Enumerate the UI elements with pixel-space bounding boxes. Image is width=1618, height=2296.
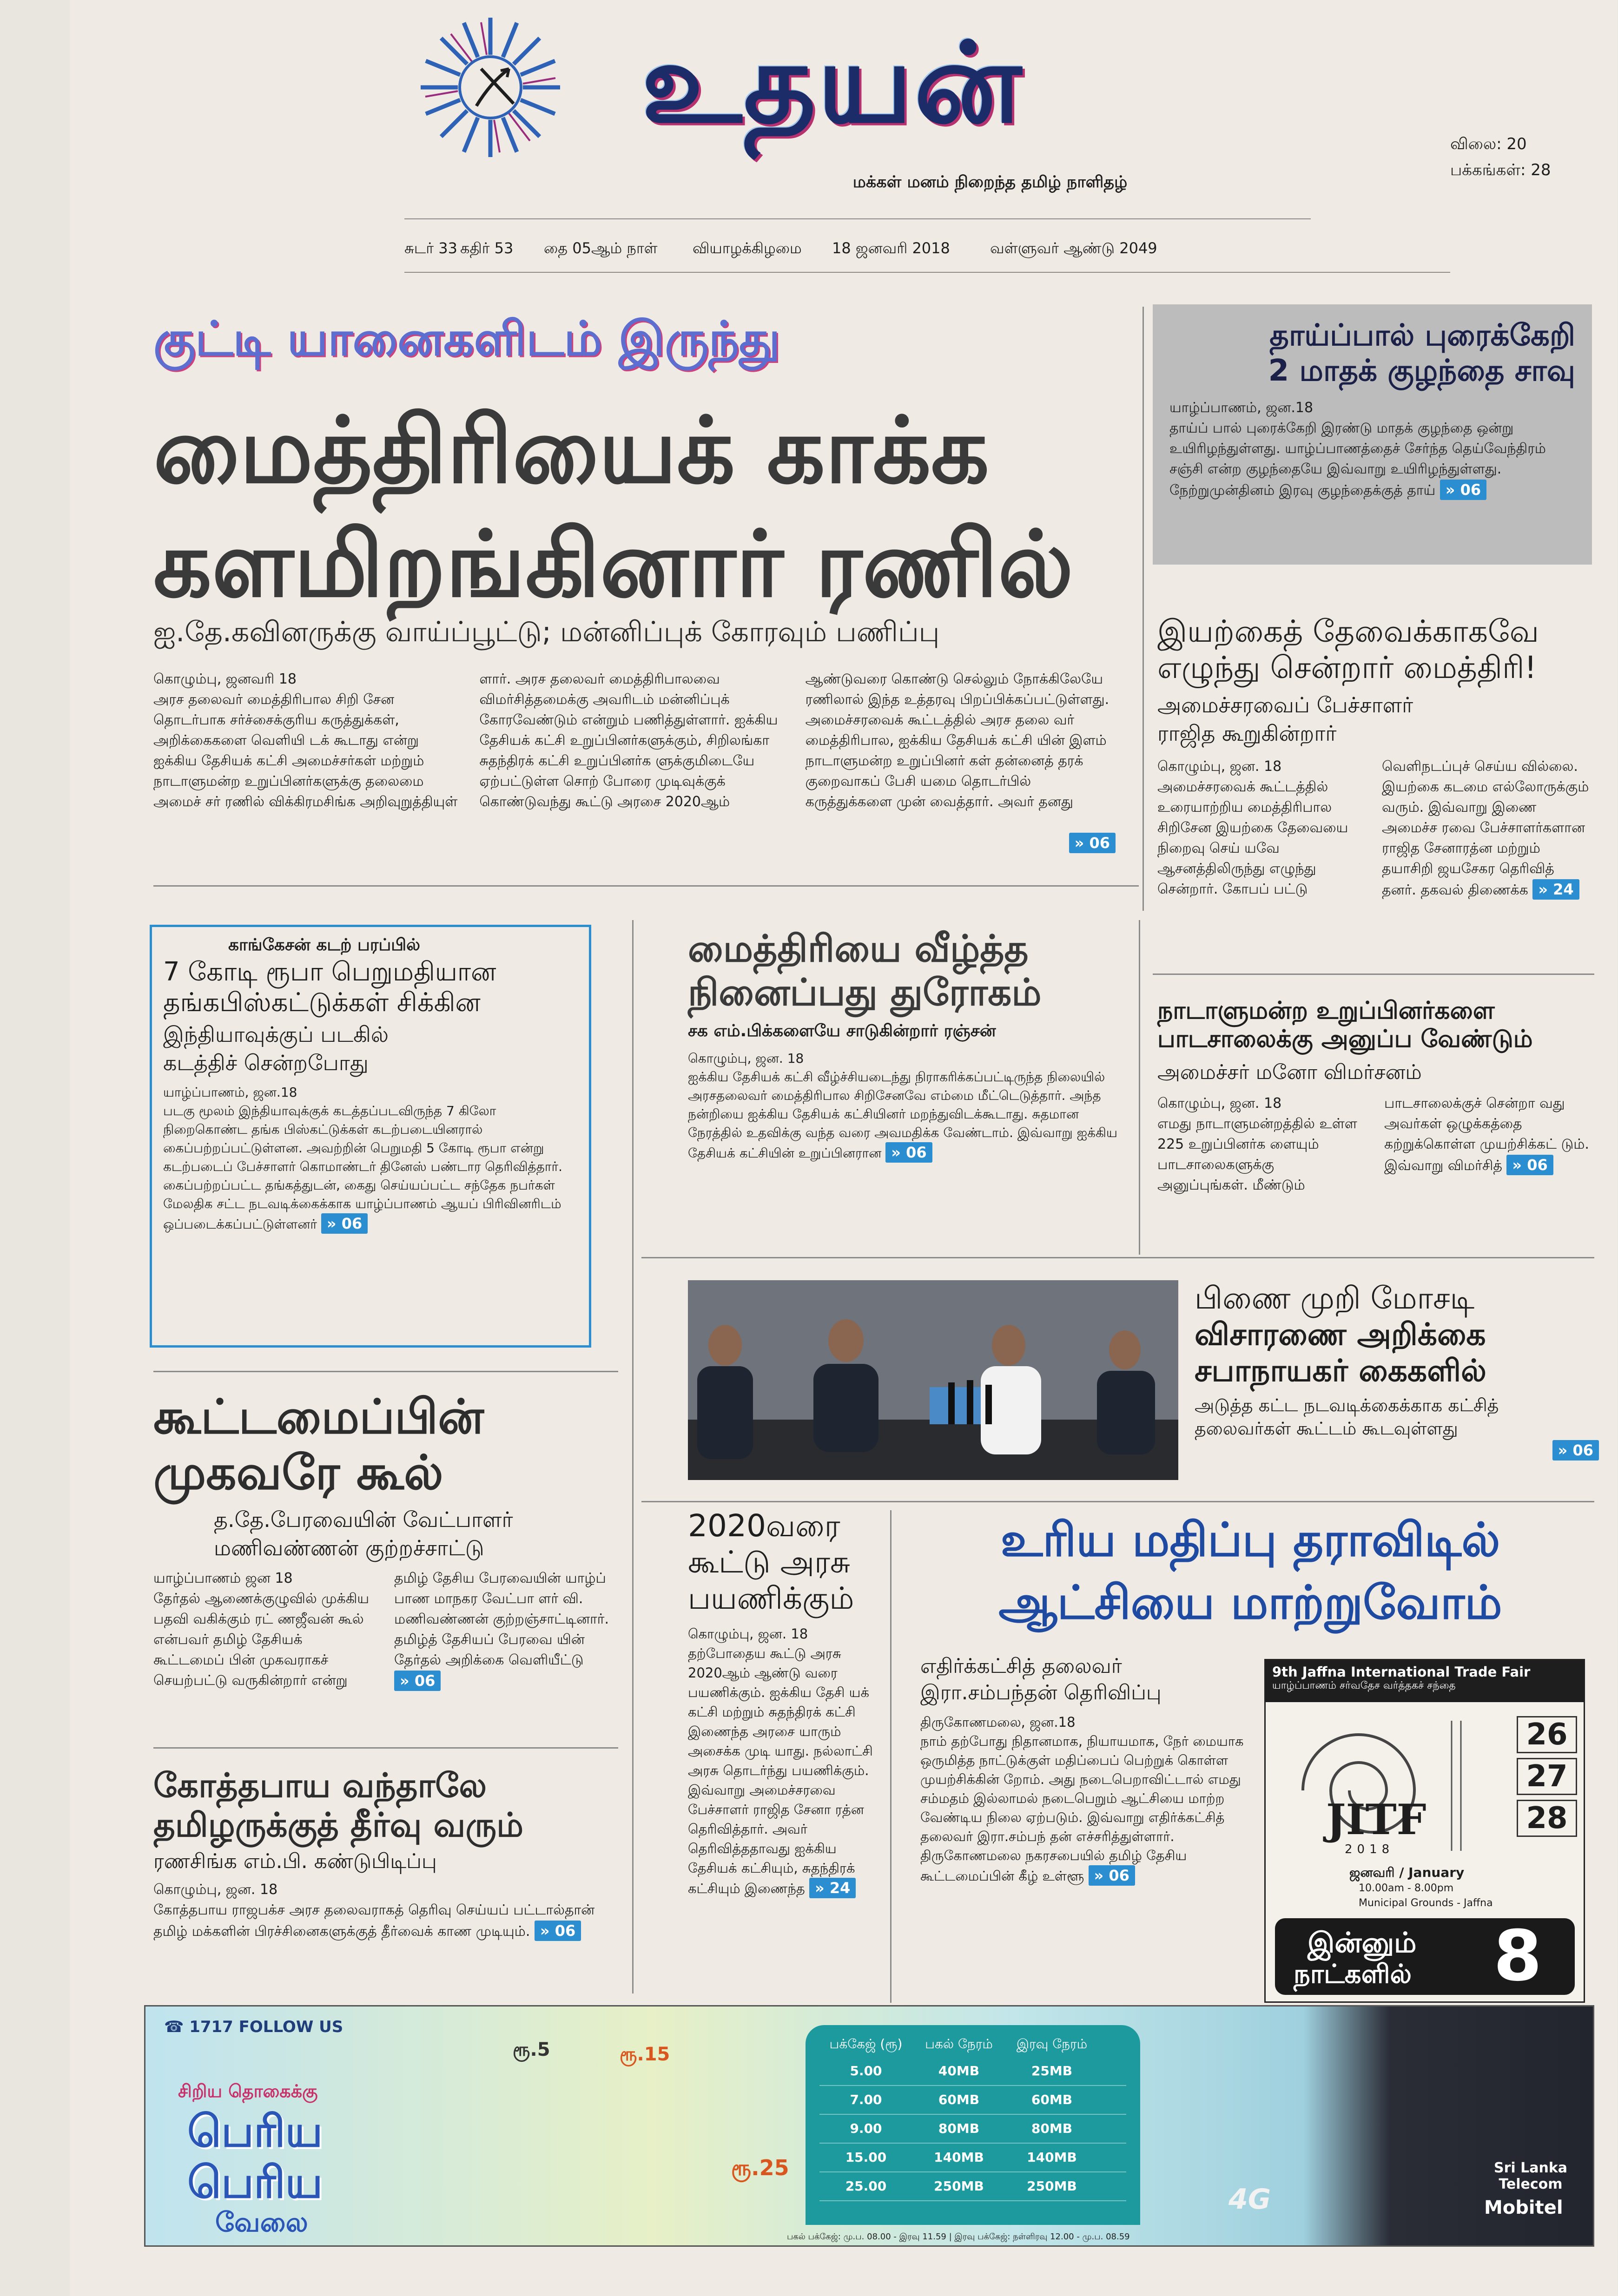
sun-logo <box>414 13 567 162</box>
price-label: விலை: 20 <box>1450 135 1527 153</box>
bond-jump-link[interactable]: » 06 <box>1552 1440 1599 1460</box>
treason-headline-2: நினைப்பது துரோகம் <box>688 971 1042 1014</box>
mps-headline-1: நாடாளுமன்ற உறுப்பினர்களை <box>1157 997 1495 1025</box>
treason-dateline: கொழும்பு, ஜன. 18 <box>688 1050 804 1066</box>
treason-article <box>688 927 1120 1248</box>
data-package-row <box>819 2144 1126 2172</box>
mobitel-banner-ad <box>144 2005 1594 2247</box>
gold-subhead-1: இந்தியாவுக்குப் படகில் <box>163 1022 389 1047</box>
gota-subhead: ரணசிங்க எம்.பி. கண்டுபிடிப்பு <box>153 1849 437 1873</box>
treason-body: ஐக்கிய தேசியக் கட்சி வீழ்ச்சியடைந்து நிராகரிக்கப்பட்டிருந்த நிலையில் அரசதலைவர் மைத்திரிபால சிறிசேனவே எம்மை மீட்டெடுத்தார். அந்த நன்றியை ஐக்கிய தேசியக் கட்சியினர் மறந்துவிடக்கூடாது. சுதமான நேரத்தில் உதவிக்கு வந்த வரை அவமதிக்க வேண்டாம். இவ்வாறு ஐக்கிய தேசியக் கட்சியின் உறுப்பினரான <box>688 1069 1117 1161</box>
bond-article <box>1195 1280 1599 1489</box>
breastfeed-box <box>1153 304 1592 565</box>
gold-dateline: யாழ்ப்பாணம், ஜன.18 <box>163 1085 297 1100</box>
lead-headline-line2: களமிறங்கினார் ரணில் <box>153 512 1074 618</box>
data-package-cell: 250MB <box>1027 2178 1077 2194</box>
table-header-package: பக்கேஜ் (ரூ) <box>829 2036 903 2052</box>
data-package-cell: 80MB <box>1031 2121 1073 2136</box>
mps-subhead: அமைச்சர் மனோ விமர்சனம் <box>1157 1060 1422 1084</box>
data-package-cell: 15.00 <box>845 2150 887 2165</box>
data-package-cell: 250MB <box>934 2178 984 2194</box>
bond-headline-3: சபாநாயகர் கைகளில் <box>1195 1352 1486 1388</box>
big-text-1: பெரிய <box>187 2106 323 2157</box>
data-package-cell: 60MB <box>1031 2092 1073 2107</box>
data-package-cell: 60MB <box>938 2092 980 2107</box>
treason-jump-page: 06 <box>906 1143 927 1161</box>
lead-dateline: கொழும்பு, ஜனவரி 18 <box>153 671 297 687</box>
nature-dateline: கொழும்பு, ஜன. 18 <box>1157 758 1282 775</box>
phone-icon: ☎ <box>164 2018 184 2036</box>
trade-fair-day-3: 28 <box>1517 1800 1577 1837</box>
newspaper-page <box>70 0 1618 2296</box>
alliance-body: தேர்தல் ஆணைக்குழுவில் முக்கிய பதவி வகிக்கும் ரட் ணஜீவன் கூல் என்பவர் தமிழ் தேசியக் கூட்டமைப் பின் முகவராகச் செயற்பட்டு வருகின்றார் என்று தமிழ் தேசிய பேரவையின் யாழ்ப் பாண மாநகர வேட்பா ளர் வி. மணிவண்ணன் குற்றஞ்சாட்டினார். தமிழ்த் தேசியப் பேரவை யின் தேர்தல் அறிக்கை வெளியீட்டு <box>153 1570 609 1689</box>
gold-box <box>150 925 591 1348</box>
hotline-label <box>164 2018 343 2036</box>
trade-fair-countdown <box>1275 1918 1575 1995</box>
bond-subhead: அடுத்த கட்ட நடவடிக்கைக்காக கட்சித் தலைவர்கள் கூட்டம் கூடவுள்ளது <box>1195 1395 1499 1439</box>
trade-fair-year: 2018 <box>1345 1842 1394 1856</box>
nature-jump-link[interactable]: » 24 <box>1532 879 1579 900</box>
gota-article <box>153 1766 623 1998</box>
data-package-cell: 7.00 <box>850 2092 882 2107</box>
dravida-jump-link[interactable]: » 06 <box>1089 1865 1135 1886</box>
nature-article <box>1157 613 1590 967</box>
mps-jump-link[interactable]: » 06 <box>1506 1155 1553 1175</box>
treason-jump-link[interactable]: » 06 <box>885 1142 932 1163</box>
data-package-cell: 140MB <box>1027 2150 1077 2165</box>
dravida-jump-page: 06 <box>1109 1867 1129 1884</box>
mps-headline-2: பாடசாலைக்கு அனுப்ப வேண்டும் <box>1157 1025 1533 1053</box>
data-package-row <box>819 2115 1126 2144</box>
press-conference-photo <box>688 1280 1178 1480</box>
coalition-jump-page: 24 <box>829 1879 851 1897</box>
tamil-date: தை 05ஆம் நாள் <box>544 239 658 257</box>
small-amount-label: சிறிய தொகைக்கு <box>178 2081 318 2101</box>
dateline-bar <box>404 239 1334 259</box>
coalition-headline-3: பயணிக்கும் <box>688 1580 854 1616</box>
data-package-table <box>806 2025 1140 2225</box>
data-package-row <box>819 2086 1126 2115</box>
gota-dateline: கொழும்பு, ஜன. 18 <box>153 1881 278 1898</box>
thiruvalluvar-year: வள்ளுவர் ஆண்டு 2049 <box>990 239 1157 257</box>
trade-fair-month: ஜனவரி / January <box>1349 1865 1465 1880</box>
mps-jump-page: 06 <box>1527 1156 1548 1174</box>
bond-jump-page: 06 <box>1572 1441 1593 1459</box>
nature-body: அமைச்சரவைக் கூட்டத்தில் உரையாற்றிய மைத்திரிபால சிறிசேன இயற்கை தேவையை நிறைவு செய் யவே ஆசனத்திலிருந்து எழுந்து சென்றார். கோபப் பட்டு வெளிநடப்புச் செய்ய வில்லை. இயற்கை கடமை எல்லோருக்கும் வரும். இவ்வாறு இணை அமைச்ச ரவை பேச்சாளர்களான ராஜித சேனாரத்ன மற்றும் தயாசிறி ஜயசேகர தெரிவித் தனர். தகவல் திணைக்க <box>1157 758 1589 898</box>
gold-kicker: காங்கேசன் கடற் பரப்பில் <box>228 935 420 954</box>
dravida-dateline: திருகோணமலை, ஜன.18 <box>920 1714 1076 1730</box>
nature-subhead-2: ராஜித கூறுகின்றார் <box>1157 720 1337 746</box>
gold-body: படகு மூலம் இந்தியாவுக்குக் கடத்தப்படவிருந்த 7 கிலோ நிறைகொண்ட தங்க பிஸ்கட்டுக்கள் கடற்படையினரால் கைப்பற்றப்பட்டுள்ளன. அவற்றின் பெறுமதி 5 கோடி ரூபா என்று கடற்படைப் பேச்சாளர் கொமாண்டர் தினேஸ் பண்டார தெரிவித்தார். கைப்பற்றப்பட்ட தங்கத்துடன், கைது செய்யப்பட்ட சந்தேக நபர்கள் மேலதிக சட்ட நடவடிக்கைக்காக யாழ்ப்பாணம் ஆயப் பிரிவினரிடம் ஒப்படைக்கப்பட்டுள்ளனர் <box>163 1103 563 1232</box>
treason-subhead: சக எம்.பிக்களையே சாடுகின்றார் ரஞ்சன் <box>688 1021 996 1040</box>
data-package-cell: 9.00 <box>850 2121 882 2136</box>
lead-headline-line1: மைத்திரியைக் காக்க <box>153 398 990 504</box>
ad-footer: பகல் பக்கேஜ்: மு.ப. 08.00 - இரவு 11.59 | இரவு பக்கேஜ்: நள்ளிரவு 12.00 - மு.ப. 08.59 <box>787 2232 1130 2242</box>
dravida-subhead-1: எதிர்க்கட்சித் தலைவர் <box>920 1654 1122 1678</box>
countdown-text-2: நாட்களில் <box>1294 1959 1412 1989</box>
trade-fair-title: 9th Jaffna International Trade Fair <box>1272 1664 1531 1680</box>
data-package-cell: 80MB <box>938 2121 980 2136</box>
countdown-text-1: இன்னும் <box>1308 1927 1417 1959</box>
alliance-jump-page: 06 <box>414 1671 436 1690</box>
brand-sub: Mobitel <box>1484 2197 1563 2218</box>
alliance-dateline: யாழ்ப்பாணம் ஜன 18 <box>153 1570 293 1586</box>
lead-jump-page: 06 <box>1089 834 1110 852</box>
big-text-2: பெரிய <box>187 2158 323 2208</box>
gota-jump-page: 06 <box>555 1921 576 1940</box>
dravida-headline-2: ஆட்சியை மாற்றுவோம் <box>998 1575 1502 1630</box>
table-header-night: இரவு நேரம் <box>1016 2036 1088 2052</box>
breastfeed-jump-page: 06 <box>1460 481 1481 499</box>
lead-body: அரச தலைவர் மைத்திரிபால சிறி சேன தொடர்பாக சர்ச்சைக்குரிய கருத்துக்கள், அறிக்கைகளை வெளியி டக் கூடாது என்று ஐக்கிய தேசியக் கட்சி அமைச்சர்கள் மற்றும் நாடாளுமன்ற உறுப்பினர்களுக்கு தலைமை அமைச் சர் ரணில் விக்கிரமசிங்க அறிவுறுத்தியுள் ளார். அரச தலைவர் மைத்திரிபாலவை விமர்சித்தமைக்கு அவரிடம் மன்னிப்புக் கோரவேண்டும் என்றும் பணித்துள்ளார். ஐக்கிய தேசியக் கட்சி உறுப்பினர்களுக்கும், சிறிலங்கா சுதந்திரக் கட்சி உறுப்பினர்க ளுக்குமிடையே ஏற்பட்டுள்ள சொற் போரை முடிவுக்குக் கொண்டுவந்து கூட்டு அரசை 2020ஆம் ஆண்டுவரை கொண்டு செல்லும் நோக்கிலேயே ரணிலால் இந்த உத்தரவு பிறப்பிக்கப்பட்டுள்ளது. அமைச்சரவைக் கூட்டத்தில் அரச தலை வர் மைத்திரிபால, ஐக்கிய தேசியக் கட்சி யின் இளம் நாடாளுமன்ற உறுப்பினர் கள் தன்னைத் தரக் குறைவாகப் பேசி யமை தொடர்பில் கருத்துக்களை முன் வைத்தார். அவர் தனது <box>153 671 1109 810</box>
data-package-row <box>819 2172 1126 2201</box>
alliance-article <box>153 1389 618 1747</box>
countdown-number: 8 <box>1493 1916 1542 1997</box>
data-package-cell: 25MB <box>1031 2063 1073 2079</box>
breastfeed-jump-link[interactable]: » 06 <box>1440 480 1486 500</box>
gold-headline-1: 7 கோடி ரூபா பெறுமதியான <box>163 957 496 987</box>
coalition-headline-1: 2020வரை <box>688 1508 840 1544</box>
trade-fair-hours: 10.00am - 8.00pm <box>1359 1882 1454 1894</box>
trade-fair-day-2: 27 <box>1517 1758 1577 1795</box>
data-package-cell: 5.00 <box>850 2063 882 2079</box>
trade-fair-title-ta: யாழ்ப்பாணம் சர்வதேச வர்த்தகச் சந்தை <box>1272 1680 1456 1691</box>
date: 18 ஜனவரி 2018 <box>832 239 950 257</box>
weekday: வியாழக்கிழமை <box>693 239 802 257</box>
sun-emblem-icon <box>414 13 567 162</box>
alliance-headline-1: கூட்டமைப்பின் <box>153 1389 484 1445</box>
breastfeed-headline-1: தாய்ப்பால் புரைக்கேறி <box>1269 318 1575 353</box>
lead-subhead: ஐ.தே.கவினருக்கு வாய்ப்பூட்டு; மன்னிப்புக் கோரவும் பணிப்பு <box>153 616 940 648</box>
nature-subhead-1: அமைச்சரவைப் பேச்சாளர் <box>1157 692 1413 717</box>
nature-headline-1: இயற்கைத் தேவைக்காகவே <box>1157 613 1539 649</box>
price-bubble-25: ரூ.25 <box>731 2155 789 2180</box>
trade-fair-ad <box>1264 1659 1585 2003</box>
gold-subhead-2: கடத்திச் சென்றபோது <box>163 1050 369 1076</box>
dravida-headline-1: உரிய மதிப்பு தராவிடில் <box>1000 1513 1500 1567</box>
gold-headline-2: தங்கபிஸ்கட்டுக்கள் சிக்கின <box>163 987 481 1018</box>
mps-article <box>1157 997 1594 1257</box>
coalition-dateline: கொழும்பு, ஜன. 18 <box>688 1625 808 1642</box>
price-bubble-5: ரூ.5 <box>513 2039 550 2060</box>
breastfeed-headline-2: 2 மாதக் குழந்தை சாவு <box>1268 353 1575 388</box>
coalition-body: தற்போதைய கூட்டு அரசு 2020ஆம் ஆண்டு வரை பயணிக்கும். ஐக்கிய தேசி யக் கட்சி மற்றும் சுதந்திரக் கட்சி இணைந்த அரசை யாரும் அசைக்க முடி யாது. நல்லாட்சி அரசு தொடர்ந்து பயணிக்கும். இவ்வாறு அமைச்சரவை பேச்சாளர் ராஜித சேனா ரத்ன தெரிவித்தார். அவர் தெரிவித்ததாவது ஐக்கிய தேசியக் கட்சியும், சுதந்திரக் கட்சியும் இணைந்த <box>688 1645 873 1896</box>
trade-fair-logo: JITF <box>1326 1795 1426 1844</box>
gold-jump-link[interactable]: » 06 <box>321 1213 368 1234</box>
breastfeed-dateline: யாழ்ப்பாணம், ஜன.18 <box>1169 400 1314 416</box>
gota-headline-2: தமிழருக்குத் தீர்வு வரும் <box>153 1805 524 1844</box>
brand-name: Sri Lanka Telecom <box>1493 2160 1568 2192</box>
issue-number: சுடர் 33 <box>404 239 457 257</box>
gold-jump-page: 06 <box>341 1215 363 1233</box>
gota-body: கோத்தபாய ராஜபக்ச அரச தலைவராகத் தெரிவு செய்யப் பட்டால்தான் தமிழ் மக்களின் பிரச்சினைகளுக்குத் தீர்வைக் காண முடியும். <box>153 1901 595 1940</box>
dravida-article <box>920 1654 1255 2007</box>
trade-fair-venue: Municipal Grounds - Jaffna <box>1359 1897 1493 1909</box>
price-bubble-15: ரூ.15 <box>620 2044 670 2065</box>
issue-volume: கதிர் 53 <box>460 239 514 257</box>
alliance-headline-2: முகவரே கூல் <box>153 1445 443 1501</box>
data-package-row <box>819 2057 1126 2086</box>
lead-jump-link[interactable]: » 06 <box>1069 833 1116 853</box>
gota-headline-1: கோத்தபாய வந்தாலே <box>153 1766 487 1805</box>
data-package-cell: 25.00 <box>845 2178 887 2194</box>
lead-article <box>153 669 1116 864</box>
trade-fair-day-1: 26 <box>1517 1716 1577 1753</box>
brand-4g: 4G <box>1228 2183 1271 2216</box>
dravida-body: நாம் தற்போது நிதானமாக, நியாயமாக, நேர் மையாக ஒருமித்த நாட்டுக்குள் மதிப்பைப் பெற்றுக் கொள்ள முயற்சிக்கின் றோம். அது நடைபெறாவிட்டால் எமது சம்மதம் இல்லாமல் நடைபெறும் ஆட்சியை மாற்ற வேண்டிய நிலை ஏற்படும். இவ்வாறு எதிர்க்கட்சித் தலைவர் இரா.சம்பந் தன் எச்சரித்துள்ளார். திருகோணமலை நகரசபையில் தமிழ் தேசிய கூட்டமைப்பின் கீழ் உள்ளூ <box>920 1733 1244 1884</box>
data-package-rows <box>806 2057 1140 2201</box>
treason-headline-1: மைத்திரியை வீழ்த்த <box>688 927 1029 970</box>
nature-headline-2: எழுந்து சென்றார் மைத்திரி! <box>1157 649 1537 685</box>
big-text-3: வேலை <box>215 2206 308 2238</box>
data-package-cell: 40MB <box>938 2063 980 2079</box>
dravida-subhead-2: இரா.சம்பந்தன் தெரிவிப்பு <box>920 1681 1162 1704</box>
lead-kicker: குட்டி யானைகளிடம் இருந்து <box>153 311 780 367</box>
bond-headline-2: விசாரணை அறிக்கை <box>1195 1316 1486 1352</box>
nature-jump-page: 24 <box>1553 880 1574 898</box>
alliance-subhead-1: த.தே.பேரவையின் வேட்பாளர் <box>214 1507 513 1532</box>
bond-headline-1: பிணை முறி மோசடி <box>1195 1280 1475 1316</box>
alliance-subhead-2: மணிவண்ணன் குற்றச்சாட்டு <box>214 1535 484 1560</box>
press-conference-photo-icon <box>688 1280 1178 1480</box>
masthead-title: உதயன் <box>641 19 1024 148</box>
masthead-tagline: மக்கள் மனம் நிறைந்த தமிழ் நாளிதழ் <box>852 173 1128 191</box>
gota-jump-link[interactable]: » 06 <box>535 1921 581 1941</box>
alliance-jump-link[interactable]: » 06 <box>394 1671 441 1691</box>
coalition-article <box>688 1508 878 2010</box>
hotline-text: 1717 FOLLOW US <box>189 2018 343 2036</box>
mps-dateline: கொழும்பு, ஜன. 18 <box>1157 1095 1282 1112</box>
table-header-day: பகல் நேரம் <box>925 2036 993 2052</box>
breastfeed-body: தாய்ப் பால் புரைக்கேறி இரண்டு மாதக் குழந்தை ஒன்று உயிரிழந்துள்ளது. யாழ்ப்பாணத்தைச் சேர்ந்த தெய்வேந்திரம் சஞ்சி என்ற குழந்தையே இவ்வாறு உயிரிழந்துள்ளது. நேற்றுமுன்தினம் இரவு குழந்தைக்குத் தாய் <box>1169 420 1546 499</box>
pages-label: பக்கங்கள்: 28 <box>1450 161 1551 179</box>
coalition-headline-2: கூட்டு அரசு <box>688 1544 851 1580</box>
data-package-cell: 140MB <box>934 2150 984 2165</box>
coalition-jump-link[interactable]: » 24 <box>809 1878 856 1898</box>
mps-body: எமது நாடாளுமன்றத்தில் உள்ள 225 உறுப்பினர்க ளையும் பாடசாலைகளுக்கு அனுப்புங்கள். மீண்டும் பாடசாலைக்குச் சென்றா வது அவர்கள் ஒழுக்கத்தை கற்றுக்கொள்ள முயற்சிக்கட் டும். இவ்வாறு விமர்சித் <box>1157 1095 1589 1193</box>
